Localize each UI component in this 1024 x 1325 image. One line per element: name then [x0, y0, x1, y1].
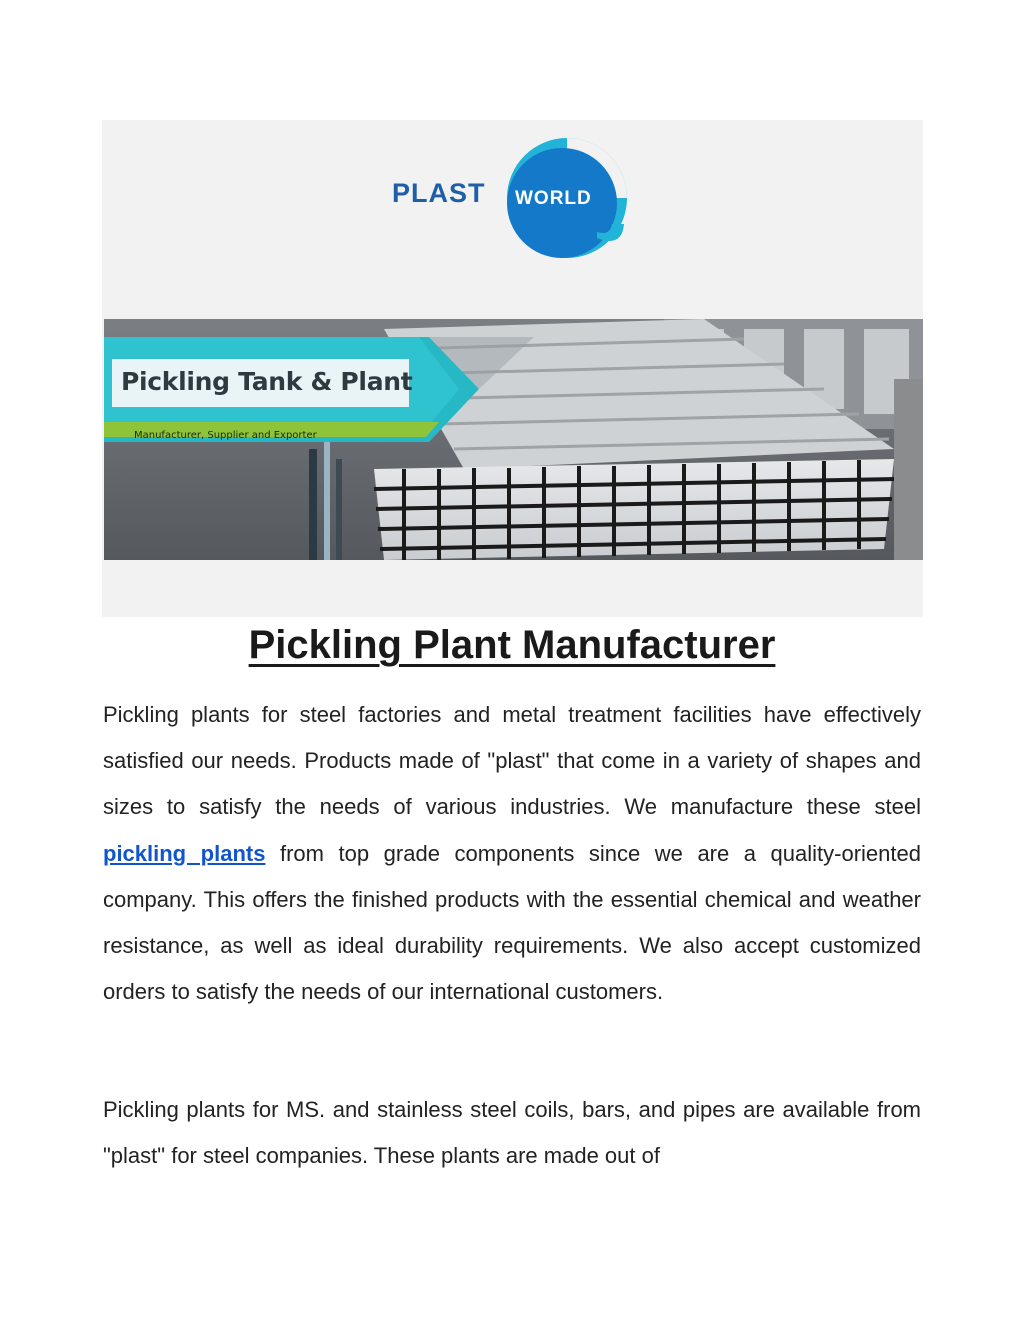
paragraph-intro: [103, 692, 921, 1015]
hero-image-panel: [102, 120, 923, 617]
logo-word-world: WORLD: [515, 188, 592, 209]
banner-subtitle: Manufacturer, Supplier and Exporter: [134, 430, 317, 441]
logo-word-plast: PLAST: [392, 178, 486, 208]
page-title: Pickling Plant Manufacturer: [248, 623, 776, 667]
pickling-tank-banner: [104, 319, 923, 560]
paragraph-intro-text-end: from top grade components since we are a quality-oriented company. This offers the finished products with the essential chemical and weather resistance, as well as ideal durability requirements. We also accept customized orders to satisfy the needs of our international customers.: [103, 840, 921, 1005]
plast-world-logo: [392, 128, 642, 268]
banner-title: Pickling Tank & Plant: [121, 367, 413, 396]
pickling-plants-link[interactable]: pickling plants: [103, 840, 266, 866]
paragraph-intro-text-start: Pickling plants for steel factories and metal treatment facilities have effectively satisfied our needs. Products made of "plast" that come in a variety of shapes and sizes to satisfy the needs of various industries. We manufacture these steel: [103, 702, 921, 820]
paragraph-second: Pickling plants for MS. and stainless steel coils, bars, and pipes are available from "plast" for steel companies. These plants are made out of: [103, 1097, 921, 1169]
